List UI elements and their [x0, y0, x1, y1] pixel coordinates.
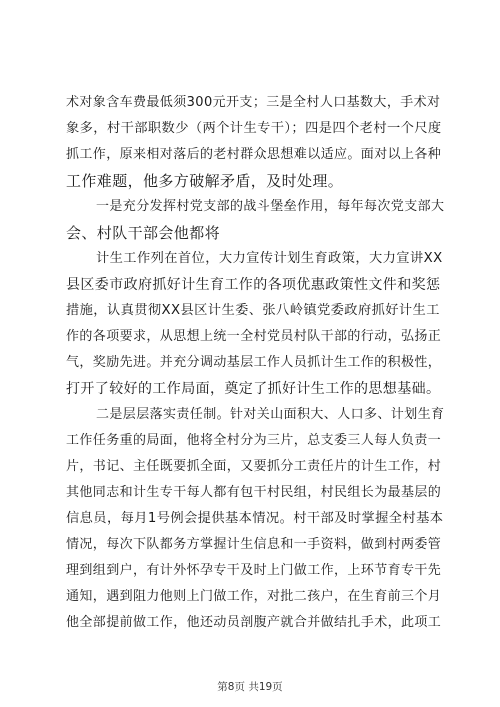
- text-line: 理到组到户，有计外怀孕专干及时上门做工作，上环节育专干先: [66, 563, 442, 578]
- text-line: 通知，遇到阻力他则上门做工作，对批二孩户，在生育前三个月: [66, 589, 442, 604]
- text-line: 情况，每次下队都务方掌握计生信息和一手资料，做到村两委管: [66, 537, 442, 552]
- page-number-footer: 第8页 共19页: [217, 681, 283, 693]
- paragraph-start-line: 一是充分发挥村党支部的战斗堡垒作用，每年每次党支部大: [96, 199, 445, 214]
- text-line: 气，奖励先进。并充分调动基层工作人员抓计生工作的积极性，: [66, 355, 442, 370]
- text-line: 抓工作，原来相对落后的老村群众思想难以适应。面对以上各种: [66, 147, 442, 162]
- text-line: 县区委市政府抓好计生育工作的各项优惠政策性文件和奖惩: [66, 277, 441, 293]
- paragraph-start-line: 计生工作列在首位，大力宣传计划生育政策，大力宣讲XX: [96, 251, 443, 266]
- text-line: 打开了较好的工作局面，奠定了抓好计生工作的思想基础。: [66, 381, 441, 397]
- text-line: 工作任务重的局面，他将全村分为三片，总支委三人每人负责一: [66, 433, 442, 448]
- text-line: 象多，村干部职数少（两个计生专干）；四是四个老村一个尺度: [66, 121, 442, 136]
- text-line: 片，书记、主任既要抓全面，又要抓分工责任片的计生工作，村: [66, 459, 442, 474]
- text-line: 他全部提前做工作，他还动员剖腹产就合并做结扎手术，此项工: [66, 615, 442, 630]
- text-line: 措施，认真贯彻XX县区计生委、张八岭镇党委政府抓好计生工: [66, 303, 440, 318]
- text-line: 其他同志和计生专干每人都有包干村民组，村民组长为最基层的: [66, 485, 442, 500]
- text-line: 信息员，每月1号例会提供基本情况。村干部及时掌握全村基本: [66, 511, 444, 526]
- paragraph-start-line: 二是层层落实责任制。针对关山面积大、人口多、计划生育: [96, 407, 445, 422]
- text-line: 术对象含车费最低须300元开支；三是全村人口基数大，手术对: [66, 95, 441, 110]
- text-line: 工作难题，他多方破解矛盾，及时处理。: [66, 172, 344, 190]
- text-line: 会、村队干部会他都将: [66, 224, 221, 242]
- text-line: 作的各项要求，从思想上统一全村党员村队干部的行动，弘扬正: [66, 329, 442, 344]
